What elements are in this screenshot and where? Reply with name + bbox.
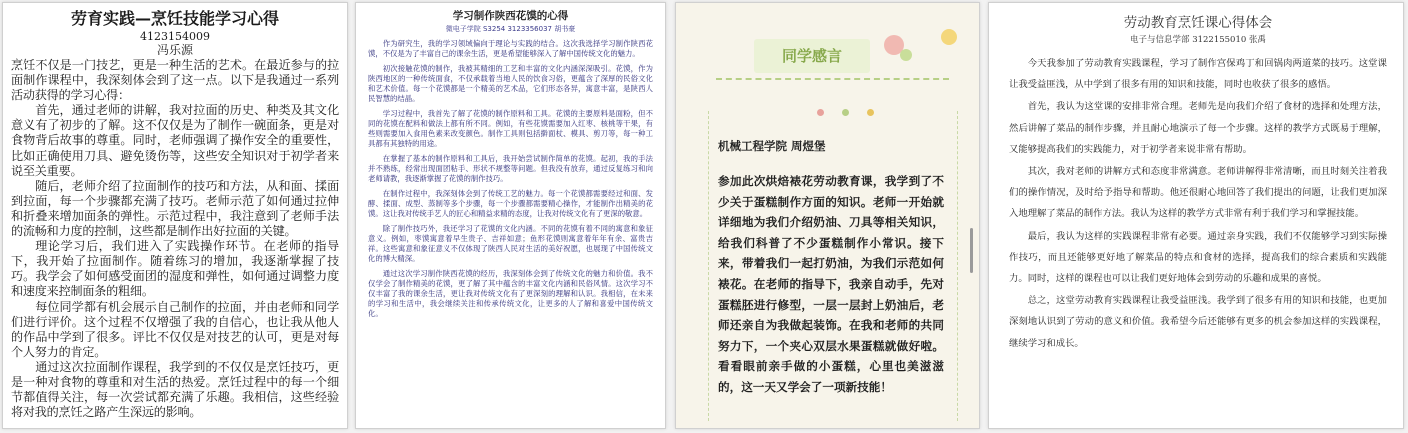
doc2-paragraph: 在制作过程中，我深刻体会到了传统工艺的魅力。每一个花馍都需要经过和面、发酵、揉面、成型、蒸制等多个步骤，每一个步骤都需要精心操作，才能制作出精美的花馍。这让我对传统手艺人的匠心和精益求精的态度，让我对传统文化有了更深的敬意。 — [368, 189, 653, 218]
doc2-paragraph: 学习过程中，我首先了解了花馍的制作原料和工具。花馍的主要原料是面粉，但不同的花馍在配料和做法上都有所不同。例如，有些花馍需要加入红枣、核桃等干果，有些则需要加入食用色素来改变颜色。制作工具则包括擀面杖、模具、剪刀等，每一种工具都有其独特的用途。 — [368, 109, 653, 148]
doc2-meta: 微电子学院 S3254 3123356037 胡书豪 — [445, 25, 576, 33]
doc1-student-id: 4123154009 — [140, 30, 210, 43]
document-panel-2 — [355, 2, 666, 429]
doc1-paragraph: 首先，通过老师的讲解，我对拉面的历史、种类及其文化意义有了初步的了解。这不仅仅是为了制作一碗面条，更是对食物背后故事的尊重。同时，老师强调了操作安全的重要性，比如正确使用刀具、避免烫伤等，这些安全知识对于初学者来说至关重要。 — [11, 103, 339, 178]
flower-decoration-icon — [941, 29, 957, 45]
doc4-paragraph: 最后，我认为这样的实践课程非常有必要。通过亲身实践，我们不仅能够学习到实际操作技巧，而且还能够更好地了解菜品的特点和食材的选择，提高我们的综合素质和实践能力。同时，这样的课程也可以让我们更好地体会到劳动的乐趣和成果的喜悦。 — [1009, 230, 1387, 285]
doc2-paragraph: 初次接触花馍的制作，我被其精细的工艺和丰富的文化内涵深深吸引。花馍，作为陕西地区的一种传统面食，不仅承载着当地人民的饮食习俗，更蕴含了深厚的民俗文化和艺术价值。每一个花馍都是一个精美的艺术品，它们形态各异，寓意丰富，是陕西人民智慧的结晶。 — [368, 64, 653, 103]
doc4-title: 劳动教育烹饪课心得体会 — [1123, 15, 1273, 31]
doc1-paragraph: 理论学习后，我们进入了实践操作环节。在老师的指导下，我开始了拉面制作。随着练习的增加，我逐渐掌握了技巧。我学会了如何感受面团的湿度和弹性，如何通过调整力度和速度来控制面条的粗细。 — [11, 239, 339, 299]
doc4-meta: 电子与信息学部 3122155010 张禹 — [1130, 35, 1266, 45]
banner-title: 同学感言 — [781, 47, 842, 65]
doc1-paragraph: 每位同学都有机会展示自己制作的拉面，并由老师和同学们进行评价。这个过程不仅增强了我的自信心，也让我从他人的作品中学到了很多。评比不仅仅是对技艺的认可，更是对每个人努力的肯定。 — [11, 299, 339, 359]
doc3-body: 参加此次烘焙裱花劳动教育课，我学到了不少关于蛋糕制作方面的知识。老师一开始就详细地为我们介绍奶油、刀具等相关知识，给我们科普了不少蛋糕制作小常识。接下来，带着我们一起打奶油，为我们示范如何裱花。在老师的指导下，我亲自动手，先对蛋糕胚进行修型，一层一层封上奶油后，老师还亲自为我做起装饰。在我和老师的共同努力下，一个夹心双层水果蛋糕就做好啦。看看眼前亲手做的小蛋糕，心里也美滋滋的，这一天又学会了一项新技能！ — [718, 174, 944, 394]
document-panel-3 — [675, 2, 980, 429]
doc4-paragraph: 今天我参加了劳动教育实践课程，学习了制作宫保鸡丁和回锅肉两道菜的技巧。这堂课让我受益匪浅，从中学到了很多有用的知识和技能，同时也收获了很多的感悟。 — [1009, 58, 1387, 91]
doc3-author: 机械工程学院 周煜堡 — [718, 139, 826, 153]
doc1-body — [11, 58, 339, 420]
doc1-paragraph: 烹饪不仅是一门技艺，更是一种生活的艺术。在最近参与的拉面制作课程中，我深刻体会到了这一点。以下是我通过一系列活动获得的学习心得： — [11, 58, 339, 103]
doc2-paragraph: 通过这次学习制作陕西花馍的经历，我深刻体会到了传统文化的魅力和价值。我不仅学会了制作精美的花馍，更了解了其中蕴含的丰富文化内涵和民俗风情。这次学习不仅丰富了我的课余生活，更让我对传统文化有了更深刻的理解和认识。我相信，在未来的学习和生活中，我会继续关注和传承传统文化，让更多的人了解和喜爱中国传统文化。 — [368, 269, 653, 318]
doc2-paragraph: 在掌握了基本的制作原料和工具后，我开始尝试制作简单的花馍。起初，我的手法并不熟练，经常出现面团粘手、形状不规整等问题。但我没有放弃，通过反复练习和向老师请教，我逐渐掌握了花馍的制作技巧。 — [368, 154, 653, 183]
flower-decoration-icon — [900, 49, 912, 61]
doc2-title: 学习制作陕西花馍的心得 — [452, 10, 569, 22]
banner — [754, 39, 870, 73]
document-panel-4 — [988, 2, 1404, 429]
doc1-title: 劳育实践—烹饪技能学习心得 — [70, 9, 279, 28]
doc1-paragraph: 通过这次拉面制作课程，我学到的不仅仅是烹饪技巧，更是一种对食物的尊重和对生活的热爱。烹饪过程中的每一个细节都值得关注，每一次尝试都充满了乐趣。我相信，这些经验将对我的烹饪之路产生深远的影响。 — [11, 359, 339, 420]
doc2-body — [368, 39, 653, 319]
document-panel-1 — [2, 2, 348, 429]
doc4-body — [1009, 53, 1387, 354]
dashed-divider — [716, 78, 949, 80]
doc2-paragraph: 作为研究生，我的学习领域偏向于理论与实践的结合。这次我选择学习制作陕西花馍，不仅是为了丰富自己的课余生活，更是希望能够深入了解中国传统文化的魅力。 — [368, 39, 653, 58]
doc2-paragraph: 除了制作技巧外，我还学习了花馍的文化内涵。不同的花馍有着不同的寓意和象征意义。例如，枣馍寓意着早生贵子、吉祥如意；鱼形花馍则寓意着年年有余、富贵吉祥。这些寓意和象征意义不仅体现了陕西人民对生活的美好祝愿，也展现了中国传统文化的博大精深。 — [368, 224, 653, 263]
doc4-paragraph: 首先，我认为这堂课的安排非常合理。老师先是向我们介绍了食材的选择和处理方法，然后讲解了菜品的制作步骤，并且耐心地演示了每一个步骤。这样的教学方式既易于理解，又能够提高我们的实践能力，对于初学者来说非常有帮助。 — [1009, 101, 1387, 155]
doc4-paragraph: 总之，这堂劳动教育实践课程让我受益匪浅。我学到了很多有用的知识和技能，也更加深刻地认识到了劳动的意义和价值。我希望今后还能够有更多的机会参加这样的实践课程，继续学习和成长。 — [1009, 295, 1387, 349]
scrollbar[interactable] — [970, 228, 973, 273]
doc1-author: 冯乐源 — [156, 43, 193, 57]
doc4-paragraph: 其次，我对老师的讲解方式和态度非常满意。老师讲解得非常清晰，而且时刻关注着我们的操作情况，及时给予指导和帮助。他还很耐心地回答了我们提出的问题，让我们更加深入地理解了菜品的制作方法。我认为这样的教学方式非常有利于我们学习和掌握技能。 — [1009, 166, 1387, 220]
doc1-paragraph: 随后，老师介绍了拉面制作的技巧和方法，从和面、揉面到拉面，每一个步骤都充满了技巧。老师示范了如何通过拉伸和折叠来增加面条的弹性。示范过程中，我注意到了老师手法的流畅和力度的控制，这些都是制作出好拉面的关键。 — [11, 178, 339, 239]
